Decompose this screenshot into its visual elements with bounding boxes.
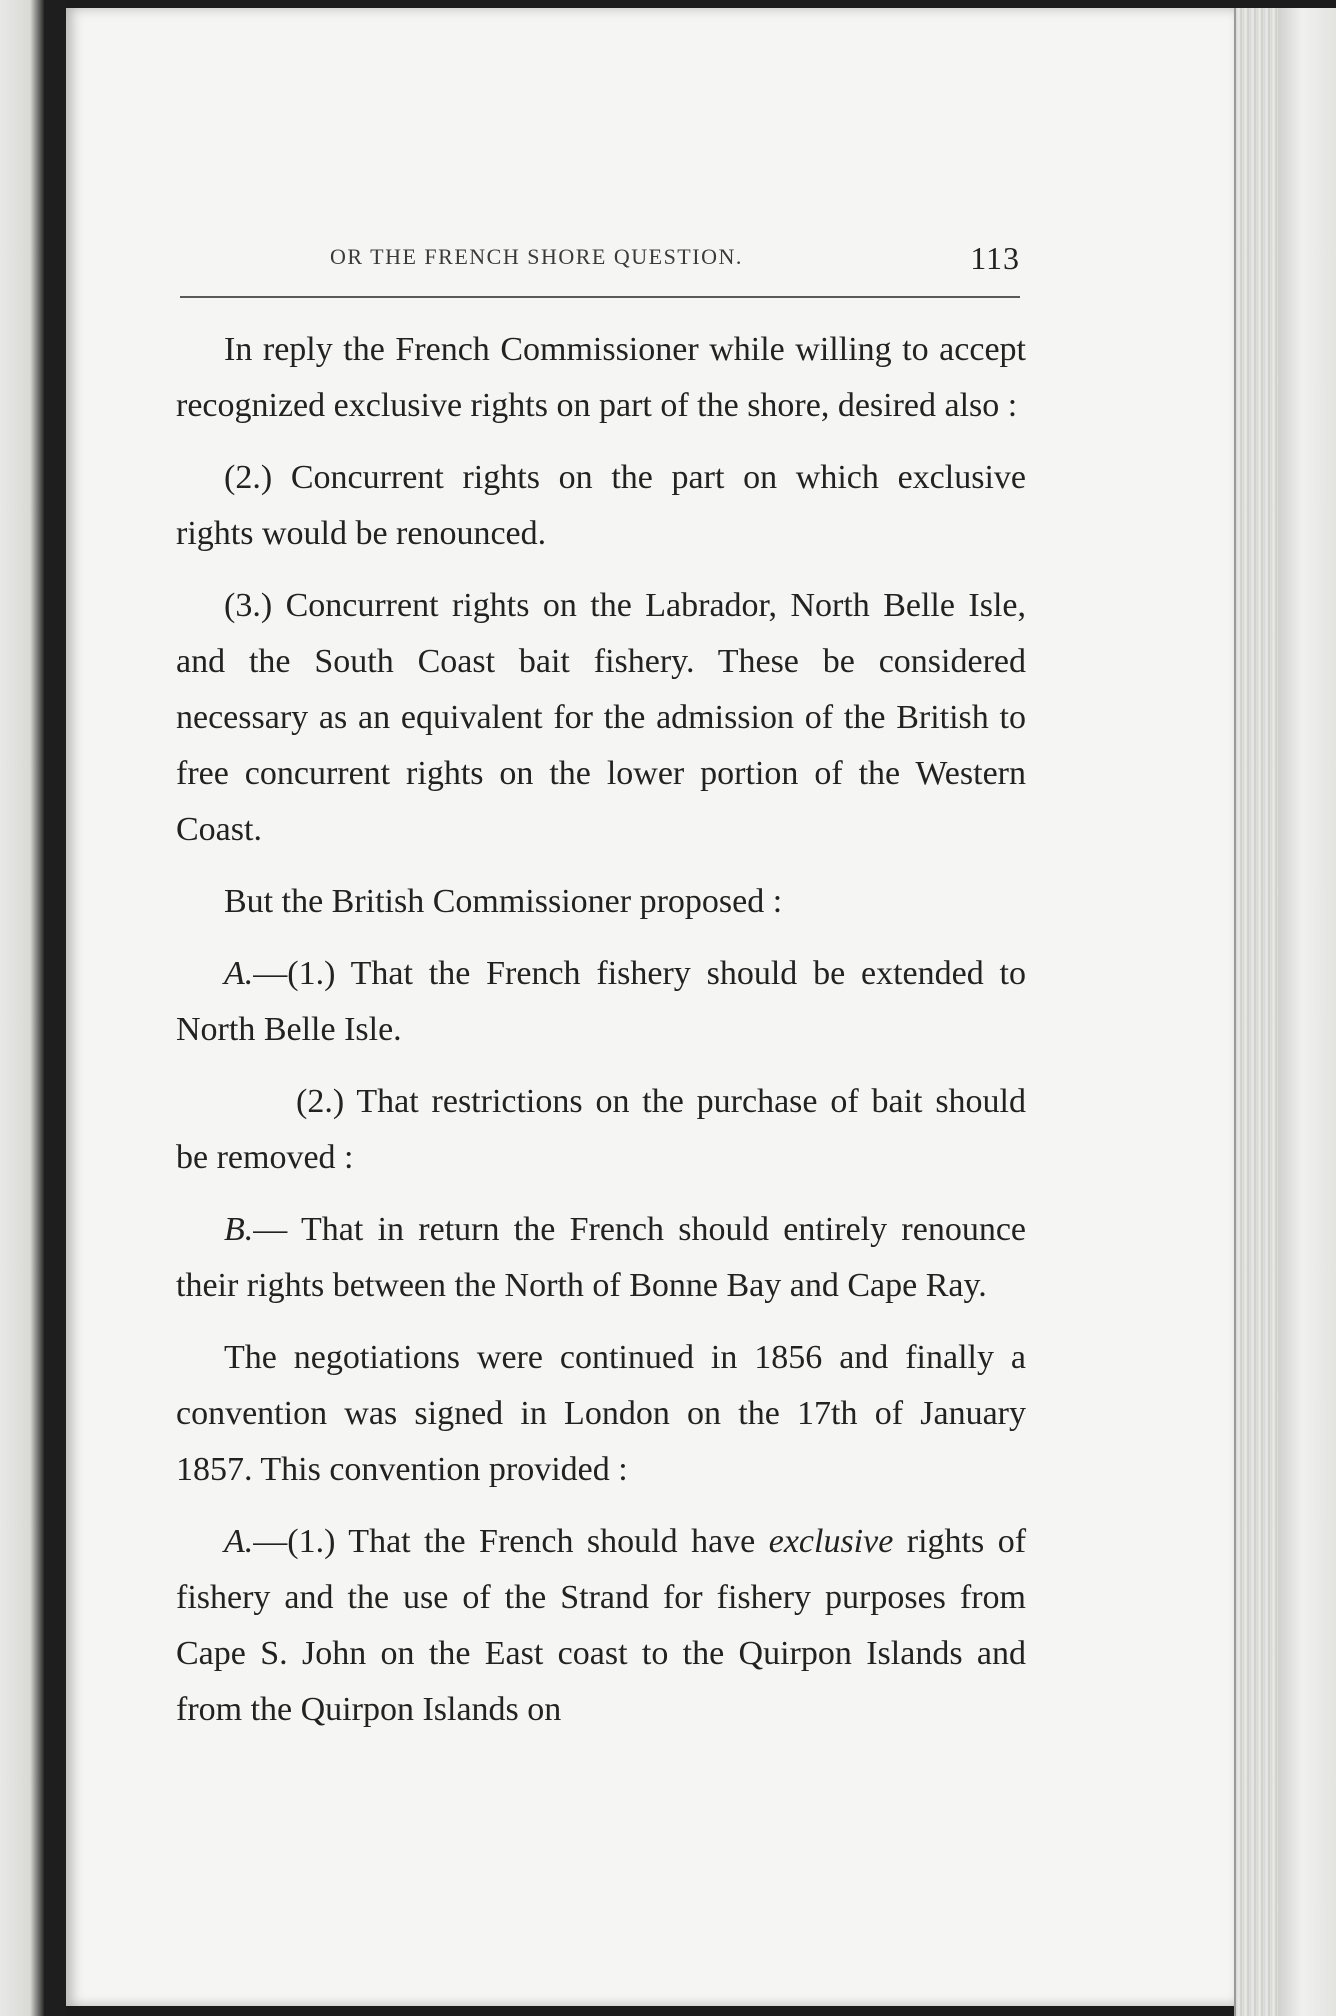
paragraph: The negotiations were continued in 1856 and finally a convention was signed in London on the 17th of January 1857. This convention provided :: [176, 1339, 1026, 1488]
label-a: A.: [224, 955, 254, 992]
page-stack-edges: [1234, 8, 1336, 2016]
running-head: [170, 240, 1020, 280]
page-number: 113: [970, 240, 1020, 276]
proposal-text: That the French fishery should be extended to North Belle Isle.: [176, 955, 1027, 1048]
label-a: A.: [224, 1523, 254, 1560]
header-rule: [180, 296, 1020, 298]
body-text: [176, 322, 1026, 1754]
book-cover-edge: [1278, 8, 1336, 2016]
paragraph: (3.) Concurrent rights on the Labrador, North Belle Isle, and the South Coast bait fishery. These be considered necessary as an equivalent for the admission of the British to free concurrent rights on the lower portion of the Western Coast.: [176, 587, 1026, 848]
emphasis-exclusive: exclusive: [768, 1523, 894, 1560]
facing-page-edge: [0, 0, 44, 2016]
book-gutter: [44, 0, 66, 2016]
label-one: (1.): [287, 955, 336, 992]
paragraph: In reply the French Commissioner while willing to accept recognized exclusive rights on part of the shore, desired also :: [176, 331, 1026, 424]
running-title: OR THE FRENCH SHORE QUESTION.: [330, 244, 743, 269]
proposal-a2: [176, 1074, 1026, 1186]
convention-text: That the French should have: [348, 1523, 756, 1560]
proposal-a1: [176, 946, 1026, 1058]
label-dash: —: [253, 1523, 288, 1560]
convention-a1: [176, 1514, 1026, 1738]
paragraph: But the British Commissioner proposed :: [224, 883, 783, 920]
label-b: B.: [224, 1211, 254, 1248]
label-dash: —: [253, 1211, 288, 1248]
proposal-text: That in return the French should entirely renounce their rights between the North of Bonne Bay and Cape Ray.: [176, 1211, 1027, 1304]
label-one: (1.): [287, 1523, 336, 1560]
label-two: (2.): [296, 1083, 345, 1120]
paragraph: (2.) Concurrent rights on the part on which exclusive rights would be renounced.: [176, 459, 1026, 552]
convention-text-cont: rights of fishery and the use of the Strand for fishery purposes from Cape S. John on the East coast to the Quirpon Islands and from the Quirpon Islands on: [176, 1523, 1027, 1728]
label-dash: —: [253, 955, 288, 992]
proposal-b: [176, 1202, 1026, 1314]
proposal-text: That restrictions on the purchase of bait should be removed :: [176, 1083, 1026, 1176]
